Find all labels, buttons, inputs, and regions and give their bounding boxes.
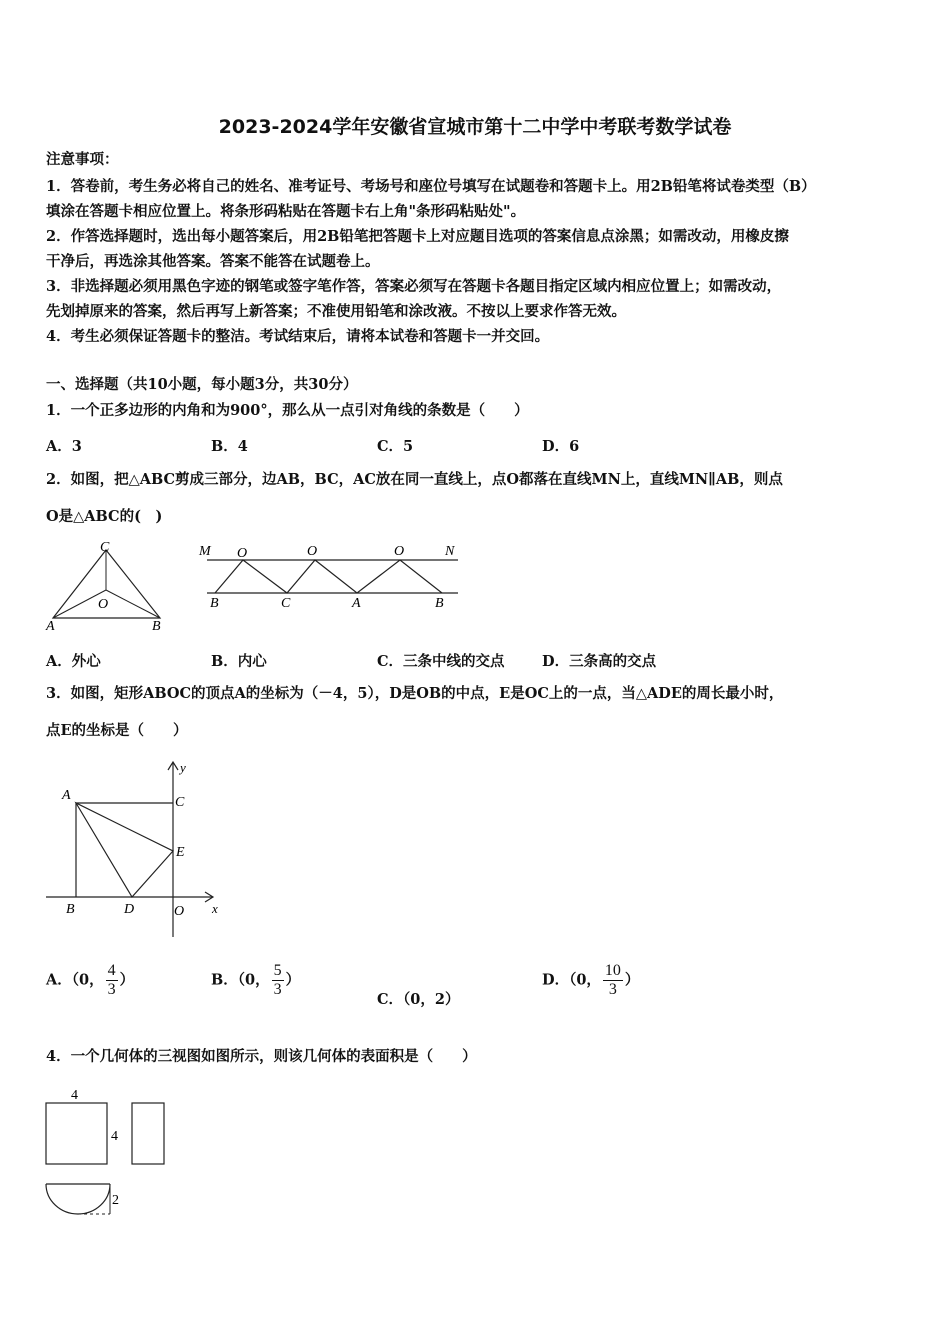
notice-line: 填涂在答题卡相应位置上。将条形码粘贴在答题卡右上角"条形码粘贴处"。 [46,203,526,220]
label-e: E [176,845,185,860]
dim-top: 4 [71,1088,78,1103]
section-heading: 一、选择题（共10小题，每小题3分，共30分） [46,376,358,393]
label-o: O [394,544,405,559]
q2-option-b[interactable]: B．内心 [211,653,267,670]
notice-line: 先划掉原来的答案，然后再写上新答案；不准使用铅笔和涂改液。不按以上要求作答无效。 [46,303,626,320]
notice-line: 2．作答选择题时，选出每小题答案后，用2B铅笔把答题卡上对应题目选项的答案信息点涂黑；如需改动，用橡皮擦 [46,228,789,245]
q1-option-b[interactable]: B．4 [211,438,248,455]
label-c: C [175,795,185,810]
notice-heading: 注意事项： [46,151,119,168]
triangle-figure [40,535,175,635]
q3-option-b[interactable]: B．（0， $\frac{5}{3}$ ） [211,962,301,998]
question-1-stem: 1．一个正多边形的内角和为900°，那么从一点引对角线的条数是（ ） [46,402,529,419]
question-2-stem-cont: O是△ABC的( ) [46,508,163,525]
q1-option-c[interactable]: C．5 [377,438,414,455]
question-2-stem: 2．如图，把△ABC剪成三部分，边AB，BC，AC放在同一直线上，点O都落在直线MN上，直线MN∥AB，则点 [46,471,783,488]
q1-option-a[interactable]: A．3 [46,438,82,455]
label-c: C [281,596,291,611]
label-o: O [174,904,185,919]
three-view-figure [40,1080,175,1220]
question-3-stem: 3．如图，矩形ABOC的顶点A的坐标为（－4，5），D是OB的中点，E是OC上的一点，当△ADE的周长最小时， [46,685,784,702]
q3-option-a[interactable]: A．（0， $\frac{4}{3}$ ） [46,962,135,998]
page-title: 2023-2024学年安徽省宣城市第十二中学中考联考数学试卷 [218,116,732,138]
q3-option-d[interactable]: D．（0， $\frac{10}{3}$ ） [542,962,640,998]
label-c: C [100,540,110,555]
label-x: x [212,901,218,916]
label-m: M [199,544,211,559]
label-b: B [66,902,75,917]
dim-side: 4 [111,1129,118,1144]
label-a: A [62,788,71,803]
fraction: $\frac{5}{3}$ [273,962,282,998]
notice-line: 3．非选择题必须用黑色字迹的钢笔或签字笔作答，答案必须写在答题卡各题目指定区域内相应位置上；如需改动， [46,278,782,295]
label-a: A [352,596,361,611]
coordinate-figure [40,755,235,945]
notice-line: 4．考生必须保证答题卡的整洁。考试结束后，请将本试卷和答题卡一并交回。 [46,328,550,345]
label-y: y [180,760,186,775]
strip-figure [195,538,465,613]
label-n: N [445,544,455,559]
q2-option-c[interactable]: C．三条中线的交点 [377,653,505,670]
fraction: $\frac{10}{3}$ [604,962,621,998]
label-o: O [98,597,109,612]
notice-line: 1．答卷前，考生务必将自己的姓名、准考证号、考场号和座位号填写在试题卷和答题卡上。用2B铅笔将试卷类型（B） [46,178,816,195]
label-b: B [210,596,219,611]
label-a: A [46,619,55,634]
q1-option-d[interactable]: D．6 [542,438,580,455]
q2-option-a[interactable]: A．外心 [46,653,101,670]
q3-option-c[interactable]: C．（0，2） [377,991,460,1008]
dim-bottom: 2 [112,1193,119,1208]
label-o: O [307,544,318,559]
label-o: O [237,546,248,561]
question-3-stem-cont: 点E的坐标是（ ） [46,722,188,739]
label-d: D [124,902,135,917]
notice-line: 干净后，再选涂其他答案。答案不能答在试题卷上。 [46,253,380,270]
question-4-stem: 4．一个几何体的三视图如图所示，则该几何体的表面积是（ ） [46,1048,477,1065]
fraction: $\frac{4}{3}$ [107,962,116,998]
label-b: B [435,596,444,611]
q2-option-d[interactable]: D．三条高的交点 [542,653,657,670]
label-b: B [152,619,161,634]
